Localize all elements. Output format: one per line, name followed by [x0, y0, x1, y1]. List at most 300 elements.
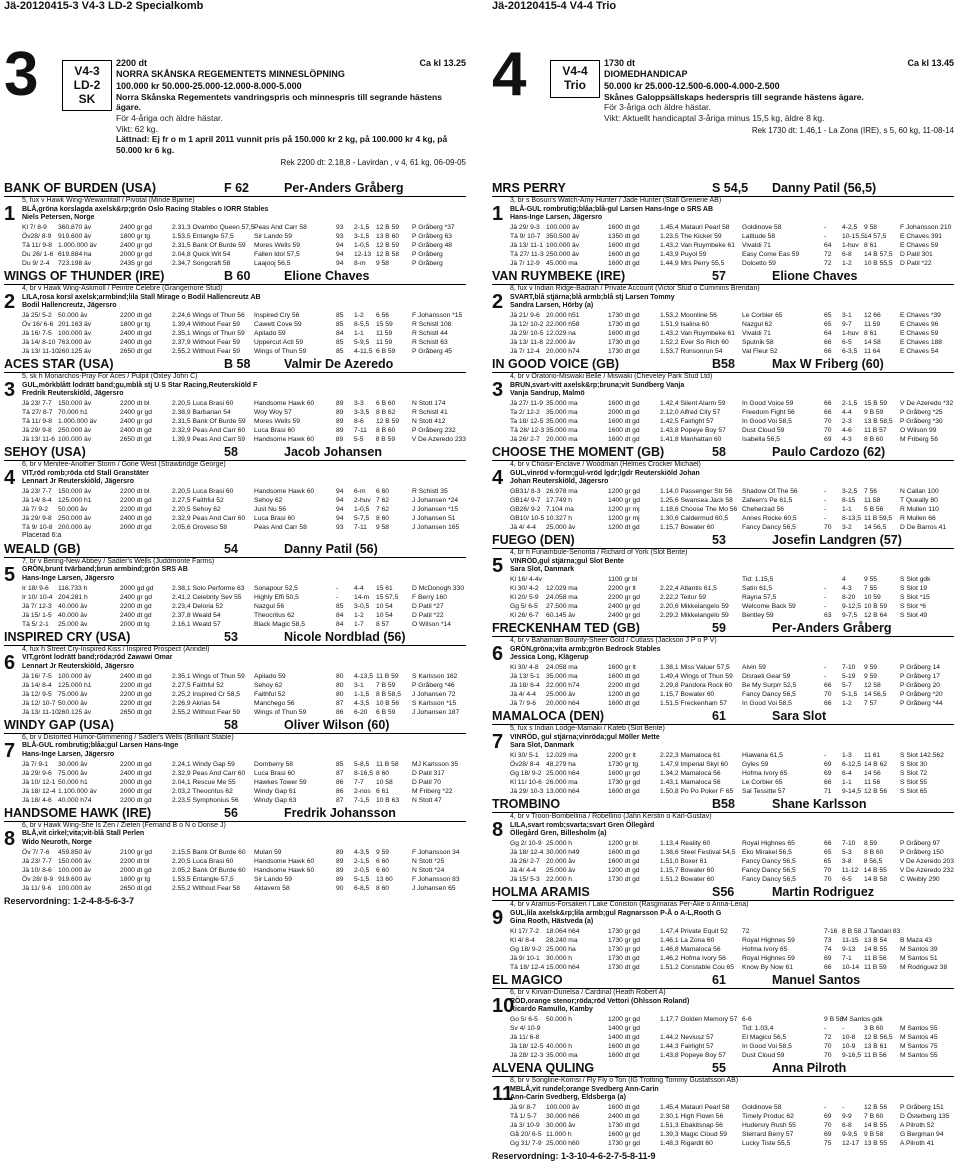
history-cell — [590, 769, 608, 778]
race-conditions: Lättnad: Ej fr o m 1 april 2011 vunnit pris på 150.000 kr 2 kg, på 100.000 kr 4 kg, på 50.000 kr 6 kg. — [116, 134, 448, 155]
race-eligibility: För 4-åriga och äldre hästar. — [116, 113, 223, 123]
history-cell: 13 B 61 — [864, 1043, 888, 1050]
history-cell: 10-9 — [842, 1043, 856, 1050]
horse-pedigree: 5, fux v Hawk Wing-Wewantitall / Pivotal (Minde Bjarne) — [22, 196, 195, 204]
history-cell: 6-m — [354, 488, 366, 495]
horse-name-row — [4, 543, 466, 558]
history-cell: 1800 gr tg — [120, 233, 151, 240]
history-row — [22, 523, 466, 532]
history-row — [510, 1103, 954, 1112]
history-cell: 1600 dt gd — [608, 700, 640, 707]
horse-name: FUEGO (DEN) — [492, 533, 575, 547]
history-cell: 3-3 — [354, 400, 364, 407]
horse-weight: 59 — [712, 621, 726, 635]
start-number: 3 — [4, 379, 16, 401]
start-history — [22, 848, 466, 893]
history-row — [22, 223, 466, 232]
history-cell: 9 58 — [376, 524, 390, 531]
horse-name-row — [492, 1062, 954, 1077]
history-cell: 1350 dt gd — [608, 233, 640, 240]
history-cell: 1600 dt gd — [608, 788, 640, 795]
horse-pedigree: 4, br v Hawk Wing-Askmoll / Peintre Celebre (Grangemore Stud) — [22, 284, 223, 292]
horse-name-row — [4, 631, 466, 646]
history-cell: E Chaves 59 — [900, 242, 939, 249]
history-cell: 13 B 60 — [376, 233, 400, 240]
history-row — [510, 875, 954, 884]
history-cell: 2400 dt gd — [120, 515, 152, 522]
history-cell: D Patil 70 — [412, 778, 441, 786]
history-cell: 2.27,5 Faithful 52 — [172, 497, 224, 504]
horse-name: HOLMA ARAMIS — [492, 885, 590, 899]
history-cell: 7 57 — [864, 700, 878, 707]
history-cell: Tä 9/ 10-7 — [510, 233, 541, 240]
horse-name-row — [492, 358, 954, 373]
history-cell: Vivaldi 71 — [742, 242, 771, 249]
history-cell: 8 B 58,5 — [376, 690, 401, 698]
horse-owner: MBLÅ,vit rundel;orange Svedberg Ann-Carin — [510, 1085, 659, 1093]
history-cell — [102, 875, 120, 884]
history-cell: Theocritus 62 — [254, 611, 295, 619]
history-cell: Jä 12/ 10-2 — [510, 321, 544, 328]
history-cell: 1.41,8 Manhattan 60 — [660, 436, 722, 443]
history-cell: 85 — [336, 760, 344, 768]
history-cell: 12.029 ma — [546, 585, 578, 592]
horse-owner: BLÅ-GUL rombrutig;blåa;blå-gul Larsen Hans-Inge o SRS AB — [510, 205, 714, 213]
history-cell: 1.14,0 Passenger Str 56 — [660, 488, 733, 495]
history-cell: 1.51,0 Boxer 61 — [659, 858, 708, 865]
history-cell: 8-20 — [842, 594, 856, 601]
history-cell: 250.000 äv — [58, 427, 92, 434]
start-number: 9 — [492, 907, 504, 929]
history-cell: 3 B 60 — [864, 1025, 884, 1032]
history-cell: - — [824, 233, 827, 240]
history-cell — [102, 250, 120, 259]
history-cell: 2000 dt gd — [120, 778, 152, 786]
jockey-name: Paulo Cardozo (62) — [772, 445, 886, 459]
history-cell: Gg 5/ 6-5 — [510, 603, 538, 610]
history-cell: 8 B 60 — [864, 849, 884, 856]
history-cell: S Slot 55 — [900, 779, 928, 786]
history-cell: 87 — [336, 796, 344, 804]
history-cell: 2.31,5 Bank Of Burde 59 — [172, 418, 246, 425]
history-cell: 2.32,9 Peas And Carr 60 — [172, 515, 246, 522]
history-cell: T Queally 80 — [900, 497, 938, 504]
horse-weight: B 58 — [224, 357, 251, 371]
history-cell: - — [336, 593, 339, 601]
horse-body — [492, 637, 954, 708]
history-cell: 2.31,5 Bank Of Burde 59 — [172, 242, 246, 249]
history-row — [22, 408, 466, 417]
history-cell: 7 B 59 — [376, 681, 396, 689]
history-cell — [590, 399, 608, 408]
history-cell: 89 — [336, 848, 344, 856]
history-cell: 27.500 ma — [546, 603, 578, 610]
history-cell: 2.55,2 Without Fear 58 — [172, 884, 241, 892]
history-cell: 6-3,5 — [842, 348, 858, 355]
history-cell: Sv 4/ 10-9 — [510, 1025, 541, 1032]
history-cell: 1600 dt gd — [608, 418, 640, 425]
history-cell: 1400 dt gd — [608, 1034, 640, 1041]
history-cell — [590, 945, 608, 954]
race-prize: 100.000 kr 50.000-25.000-12.000-8.000-5.000 — [116, 80, 302, 91]
history-cell: 1.23,5 The Kicker 59 — [660, 233, 722, 240]
horse-name: HANDSOME HAWK (IRE) — [4, 805, 152, 820]
history-cell: 1-1 — [354, 330, 364, 337]
history-row — [22, 875, 466, 884]
history-cell: 1730 dt gd — [608, 1122, 640, 1129]
history-cell: 20.000 äv — [545, 858, 576, 865]
history-cell: 8 56,5 — [863, 858, 883, 865]
history-cell: 2.32,9 Peas And Carr 60 — [172, 427, 246, 434]
history-row — [510, 223, 954, 232]
history-cell: 2.20,5 Luca Brasi 60 — [172, 400, 234, 407]
race-class-time: Ca kl 13.45 — [907, 58, 954, 68]
history-cell: P Gråberg 48 — [412, 242, 453, 249]
history-cell: R Mullen 66 — [900, 515, 936, 522]
history-cell: R Schistl 35 — [412, 488, 448, 495]
history-cell: 5-19 — [842, 673, 856, 680]
history-cell — [102, 593, 120, 602]
history-cell: 7 56 — [864, 488, 878, 495]
history-cell — [102, 347, 120, 356]
history-cell — [590, 866, 608, 875]
history-cell: 70 — [824, 876, 832, 883]
horse-owner: GRÖN,gröna;vita armb;grön Bedrock Stables — [510, 645, 661, 653]
history-cell: P Gråberg 45 — [412, 348, 453, 355]
history-row — [22, 426, 466, 435]
history-cell: F Johansson 210 — [900, 224, 952, 231]
history-cell: 71 — [824, 788, 832, 795]
history-row — [510, 663, 954, 672]
history-cell: Hofma Ivory 65 — [742, 946, 788, 953]
history-cell: - — [824, 585, 827, 592]
history-cell: 1-1 — [842, 779, 852, 786]
history-cell — [590, 875, 608, 884]
history-row — [510, 954, 954, 963]
history-cell: Jä 29/ 9-3 — [510, 224, 540, 231]
history-cell: 6 B 60 — [376, 400, 396, 407]
history-row — [510, 399, 954, 408]
history-cell: 9 59 — [376, 848, 390, 856]
history-cell: 3-2 — [842, 524, 852, 531]
history-cell: 25.000 äv — [58, 620, 88, 628]
history-cell: Sal Tessitte 57 — [742, 788, 786, 795]
horse-trainer: Ricardo Ramullo, Kamby — [510, 1006, 593, 1014]
race-header — [4, 40, 466, 182]
history-cell: 14 56,5 — [864, 691, 887, 698]
history-cell: 1.42,5 Fairlight 57 — [660, 418, 714, 425]
history-row — [510, 787, 954, 796]
race-description: Norra Skånska Regementets vandringspris och minnespris till segrande hästens ägare. — [116, 91, 442, 113]
history-cell: 12 B 56 — [864, 788, 888, 795]
horse-pedigree: 8, br v Songline-Kornsi / Fly Fly o Ton (IG Trotting Tommy Gustafsson AB) — [510, 1076, 739, 1084]
start-history — [510, 663, 954, 708]
history-cell: 7.104 ma — [546, 506, 574, 513]
history-cell: 70 — [824, 427, 832, 434]
history-cell: Jä 29/ 10-5 — [510, 330, 544, 337]
history-cell: 1200 gr gd — [608, 488, 640, 495]
history-cell: Dolcetto 59 — [742, 260, 776, 267]
history-cell: 60.145 äv — [546, 612, 576, 619]
history-cell: Gg 18/ 9-2 — [510, 946, 542, 953]
history-cell: 6-20 — [354, 708, 368, 716]
horse-pedigree: 6, br v Hawk Wing-She Is Zen / Zieten (Fernand B o N o Dorise J) — [22, 821, 226, 829]
horse-pedigree: 4, br v Oratorio-Miswaki Belle / Miswaki (Cheveley Park Stud Ltd) — [510, 372, 713, 380]
horse-body — [492, 901, 954, 972]
history-cell: 4-13,5 — [354, 672, 373, 680]
history-row — [510, 602, 954, 611]
history-cell: 1.48,3 Rigardit 60 — [660, 1140, 713, 1147]
history-cell: R Schistl 44 — [412, 330, 448, 337]
history-cell: 12 B 59 — [376, 224, 400, 231]
history-cell: 2.41,2 Celebrity Sev 55 — [172, 593, 242, 601]
history-cell: 2400 gr gd — [120, 593, 152, 601]
history-row — [510, 426, 954, 435]
history-cell: Jä 27/ 11-9 — [510, 400, 543, 407]
history-cell: Jä 29/ 10-3 — [510, 788, 544, 795]
history-cell: Jä 7/ 12-9 — [510, 260, 540, 267]
horse-owner: VIT,röd romb;röda ctd Stall Granstäter — [22, 469, 149, 477]
history-cell: Öv 28/ 8-9 — [22, 875, 54, 883]
history-cell: 2650 dt gd — [120, 884, 152, 892]
history-cell: 1600 dt gd — [608, 260, 640, 267]
history-row — [510, 1042, 954, 1051]
start-number: 6 — [4, 651, 16, 674]
history-cell: 25.000 äv — [545, 867, 576, 874]
history-cell: Nazgul 62 — [742, 321, 773, 328]
history-cell: In Good Voi 58,5 — [742, 1043, 792, 1050]
history-cell: Rayna 57,5 — [742, 594, 777, 601]
history-cell: 5-7,5 — [354, 515, 370, 522]
history-cell: Handsome Hawk 60 — [254, 488, 315, 495]
history-cell: 1.51,5 Freckenham 57 — [660, 700, 727, 707]
history-cell: 11 B 59 — [376, 672, 399, 680]
horse-name-row — [492, 182, 954, 197]
history-cell: F Johansson *15 — [412, 312, 463, 319]
reserve-order: Reservordning: 1-2-4-8-5-6-3-7 — [4, 895, 135, 906]
horse-name: IN GOOD VOICE (GB) — [492, 357, 620, 371]
history-cell: Jä 4/ 4-4 — [510, 524, 537, 531]
history-cell: 200.000 äv — [58, 524, 92, 531]
history-cell: Vivaldi 71 — [742, 330, 771, 337]
history-cell: 2100 gr gd — [120, 848, 152, 856]
history-cell: 40.000 äv — [58, 611, 88, 619]
history-cell — [590, 514, 608, 523]
history-row — [510, 338, 954, 347]
horse-name: MRS PERRY — [492, 181, 566, 195]
history-cell: 1.43,2 Van Ruymbeke 61 — [660, 330, 735, 337]
history-cell — [590, 232, 608, 241]
history-cell: 66 — [824, 339, 832, 346]
history-cell: 66 — [824, 409, 832, 416]
history-cell: 45.000 ma — [546, 260, 578, 267]
horse-entry — [492, 974, 954, 1060]
page-header-right: Jä-20120415-4 V4-4 Trio — [492, 0, 617, 12]
history-cell: M Santos 55 — [900, 1052, 938, 1059]
history-cell: M Santos 55 — [900, 1025, 938, 1032]
history-cell: 1600 gr lt — [608, 664, 636, 671]
history-cell: Tä 27/ 8-7 — [22, 409, 53, 416]
start-history — [510, 839, 954, 884]
history-cell — [590, 338, 608, 347]
history-cell: 80 — [336, 690, 344, 698]
horse-weight: S56 — [712, 885, 735, 899]
history-cell: Manchego 56 — [254, 699, 295, 707]
history-cell: 7-16 — [824, 928, 838, 935]
history-cell — [102, 320, 120, 329]
horse-owner: LILA,svart romb;svarta;svart Gren Öllegård — [510, 821, 655, 829]
history-cell: 10-8 — [842, 1034, 856, 1041]
history-cell: 2.12,0 Alfred City 57 — [660, 409, 721, 416]
history-cell: 7-11 — [354, 427, 367, 434]
history-cell: 50.000 äv — [58, 506, 88, 513]
history-cell: 11 58 — [864, 497, 881, 504]
history-cell: Jä 13/ 11-10 — [22, 348, 59, 355]
history-cell: 85 — [336, 312, 344, 319]
history-cell: - — [824, 224, 827, 231]
history-cell: 89 — [336, 866, 344, 874]
history-row — [22, 232, 466, 241]
jockey-name: Martin Rodriguez — [772, 885, 875, 899]
history-cell: 66 — [824, 682, 832, 689]
history-cell: 8 61 — [864, 242, 878, 249]
history-cell: 1.47,4 Private Equit 52 — [660, 928, 728, 935]
history-cell: 2400 gr gd — [120, 242, 152, 249]
history-cell: E Chaves *39 — [900, 312, 941, 319]
history-cell: 125.000 h1 — [58, 497, 92, 504]
history-cell — [102, 523, 120, 532]
history-row — [510, 505, 954, 514]
history-cell: P Gråberg 14 — [900, 664, 941, 671]
history-cell: 11 56 — [864, 779, 881, 786]
horse-entry — [492, 798, 954, 884]
history-cell: Tä 18/ 12-4 — [510, 964, 545, 971]
history-row — [510, 311, 954, 320]
race-game-box — [62, 60, 112, 111]
history-cell: 11 59 — [376, 330, 393, 337]
horse-owner: LILA,rosa korsl axelsk;armbind;lila Stall Mirage o Bodil Hallencreutz AB — [22, 293, 261, 301]
history-cell: 74 — [824, 946, 832, 953]
jockey-name: Elione Chaves — [284, 269, 370, 283]
history-cell: 1.15,7 Bowater 60 — [660, 524, 715, 531]
history-cell: 3-0,5 — [354, 602, 370, 610]
history-cell: 1-7 — [354, 620, 364, 628]
history-cell: 7 62 — [376, 506, 390, 513]
history-cell — [102, 311, 120, 320]
start-history — [510, 927, 954, 972]
horse-trainer: Sara Slot, Danmark — [510, 566, 575, 574]
history-cell — [102, 505, 120, 514]
history-cell: 250.000 äv — [58, 515, 92, 522]
history-cell: 8 B 60 — [864, 436, 884, 443]
horse-entry — [4, 182, 466, 268]
horse-body — [492, 197, 954, 268]
history-cell: 1.43,9 Puyol 59 — [660, 251, 707, 258]
history-cell: F Berry 160 — [412, 593, 447, 601]
history-cell: Ir 18/ 9-6 — [22, 584, 49, 592]
history-cell: 723.198 äv — [58, 260, 92, 267]
history-cell: 8-15 — [842, 497, 856, 504]
history-cell: 2.29,2 Mikkelangelo 59 — [660, 612, 729, 619]
history-cell: 93 — [336, 524, 344, 531]
history-cell — [590, 223, 608, 232]
history-cell — [590, 848, 608, 857]
history-cell: 11 B 56 — [864, 1052, 887, 1059]
history-cell — [590, 699, 608, 708]
history-cell — [590, 1130, 608, 1139]
history-cell: 2400 gr gd — [608, 612, 640, 619]
history-row — [510, 751, 954, 760]
history-cell: Jä 28/ 12-3 — [510, 1052, 544, 1059]
history-cell: 8 57 — [376, 620, 390, 628]
start-number: 11 — [492, 1083, 514, 1105]
jockey-name: Valmir De Azeredo — [284, 357, 394, 371]
history-cell: 14 B 57,5 — [864, 251, 893, 258]
horse-trainer: Ann-Carin Svedberg, Eldsberga (a) — [510, 1094, 626, 1102]
history-cell: Laajooj 56,5 — [254, 260, 291, 267]
history-cell: Bentley 59 — [742, 612, 774, 619]
history-cell: Royal Highnes 59 — [742, 955, 795, 962]
horse-body — [4, 558, 466, 629]
history-cell: Satin 61,5 — [742, 585, 773, 592]
history-cell — [102, 769, 120, 778]
history-cell: 1.51,9 Isalina 60 — [660, 321, 710, 328]
history-cell: 3-1 — [354, 681, 364, 689]
history-cell: M Friberg 56 — [900, 436, 938, 443]
history-cell: 85 — [336, 321, 344, 328]
history-cell: 2.04,1 Rescue Me 55 — [172, 778, 236, 786]
history-cell: 2400 dt gd — [120, 672, 152, 680]
race-description: Skånes Galoppsällskaps hederspris till segrande hästens ägare. — [604, 91, 864, 102]
history-cell — [660, 575, 742, 584]
history-cell: 40.000 h — [546, 1043, 573, 1050]
history-cell: 1.17,7 Golden Memory 57 — [660, 1016, 738, 1023]
history-cell: Jä 18/ 12-5 — [510, 1043, 544, 1050]
history-cell: 8 61 — [864, 330, 878, 337]
history-cell: 1.44,9 Mrs Perry 55,5 — [660, 260, 725, 267]
history-cell — [590, 681, 608, 690]
history-cell: 66 — [824, 348, 832, 355]
horse-entry — [4, 270, 466, 356]
horse-body — [492, 725, 954, 796]
history-cell: Kl 7/ 8-9 — [22, 224, 47, 231]
history-cell: 15 61 — [376, 584, 393, 592]
start-number: 5 — [492, 555, 504, 577]
history-cell: 9-12,5 — [842, 603, 861, 610]
horse-name-row — [492, 798, 954, 813]
history-cell: 50.000 äv — [58, 699, 88, 707]
history-cell: - — [842, 1025, 845, 1032]
history-cell: Jä 23/ 7-7 — [22, 488, 52, 495]
history-cell: N Stott *25 — [412, 857, 445, 865]
history-cell: 1.45,4 Matauri Pearl 58 — [660, 1104, 730, 1111]
history-cell — [546, 1024, 590, 1033]
history-cell: 2200 dt gd — [120, 796, 152, 804]
history-cell: B Maza 43 — [900, 937, 932, 944]
horse-body — [4, 646, 466, 717]
history-cell: Tid: 1.03,4 — [742, 1025, 774, 1032]
history-cell: Öv 7/ 7-6 — [22, 848, 50, 856]
history-cell: M Santos 75 — [900, 1043, 938, 1050]
history-cell: 10 58 — [376, 778, 393, 786]
horse-weight: 53 — [224, 629, 238, 644]
horse-body — [4, 461, 466, 541]
history-cell: Nazgul 56 — [254, 602, 285, 610]
history-cell — [590, 250, 608, 259]
history-cell: 2000 dt gd — [608, 409, 640, 416]
history-cell: Kl 30/ 4-8 — [510, 664, 539, 671]
history-cell: P Gråberg *37 — [412, 224, 455, 231]
